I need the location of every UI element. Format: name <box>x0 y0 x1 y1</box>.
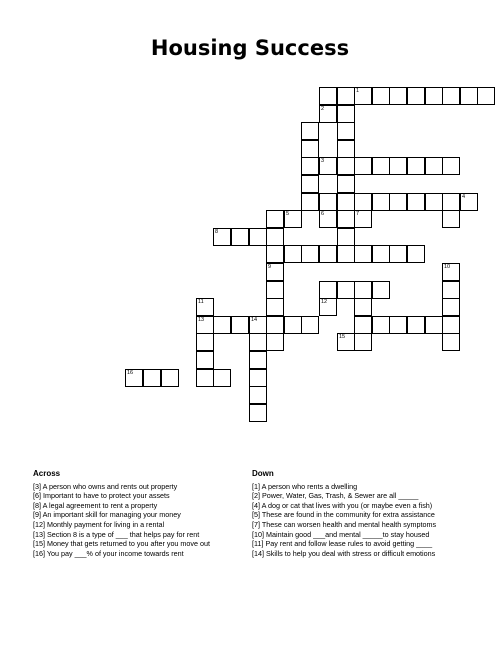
grid-cell[interactable] <box>319 281 337 299</box>
grid-cell[interactable] <box>196 369 214 387</box>
grid-cell[interactable] <box>319 87 337 105</box>
clue-number: 16 <box>127 370 134 376</box>
grid-cell[interactable] <box>354 333 372 351</box>
grid-cell[interactable] <box>337 105 355 123</box>
grid-cell[interactable] <box>266 245 284 263</box>
across-clue: [9] An important skill for managing your money <box>33 510 181 520</box>
grid-cell[interactable] <box>442 281 460 299</box>
grid-cell[interactable] <box>442 210 460 228</box>
grid-cell[interactable] <box>442 298 460 316</box>
grid-cell[interactable] <box>301 175 319 193</box>
clue-number: 5 <box>286 211 290 217</box>
down-clue: [10] Maintain good ___and mental _____to stay housed <box>252 529 430 539</box>
grid-cell[interactable] <box>301 122 319 140</box>
grid-cell[interactable] <box>442 157 460 175</box>
grid-cell[interactable] <box>407 245 425 263</box>
grid-cell[interactable] <box>231 228 249 246</box>
grid-cell[interactable] <box>389 87 407 105</box>
grid-cell[interactable] <box>407 193 425 211</box>
across-clue: [16] You pay ___% of your income towards rent <box>33 548 184 558</box>
grid-cell[interactable] <box>460 87 478 105</box>
grid-cell[interactable] <box>354 245 372 263</box>
grid-cell[interactable] <box>301 316 319 334</box>
grid-cell[interactable] <box>249 333 267 351</box>
grid-cell[interactable] <box>442 333 460 351</box>
grid-cell[interactable] <box>319 298 337 316</box>
grid-cell[interactable] <box>477 87 495 105</box>
grid-cell[interactable] <box>354 281 372 299</box>
grid-cell[interactable] <box>407 157 425 175</box>
grid-cell[interactable] <box>231 316 249 334</box>
grid-cell[interactable] <box>266 333 284 351</box>
down-clue: [5] These are found in the community for extra assistance <box>252 510 435 520</box>
grid-cell[interactable] <box>319 193 337 211</box>
grid-cell[interactable] <box>266 281 284 299</box>
down-clue: [2] Power, Water, Gas, Trash, & Sewer are all _____ <box>252 491 419 501</box>
clue-number: 9 <box>268 264 272 270</box>
grid-cell[interactable] <box>372 281 390 299</box>
grid-cell[interactable] <box>266 210 284 228</box>
grid-cell[interactable] <box>337 193 355 211</box>
grid-cell[interactable] <box>389 316 407 334</box>
grid-cell[interactable] <box>354 316 372 334</box>
across-heading: Across <box>33 469 61 478</box>
across-clue: [12] Monthly payment for living in a rental <box>33 519 165 529</box>
across-clue: [8] A legal agreement to rent a property <box>33 500 158 510</box>
across-clues <box>33 469 248 558</box>
grid-cell[interactable] <box>337 175 355 193</box>
grid-cell[interactable] <box>249 316 267 334</box>
grid-cell[interactable] <box>442 316 460 334</box>
clue-number: 14 <box>251 317 258 323</box>
grid-cell[interactable] <box>354 87 372 105</box>
grid-cell[interactable] <box>425 193 443 211</box>
grid-cell[interactable] <box>284 245 302 263</box>
down-clue: [11] Pay rent and follow lease rules to avoid getting ____ <box>252 539 433 549</box>
grid-cell[interactable] <box>249 386 267 404</box>
clue-number: 11 <box>198 299 204 305</box>
grid-cell[interactable] <box>389 245 407 263</box>
grid-cell[interactable] <box>284 316 302 334</box>
grid-cell[interactable] <box>337 122 355 140</box>
grid-cell[interactable] <box>337 140 355 158</box>
grid-cell[interactable] <box>196 351 214 369</box>
clue-number: 1 <box>356 88 360 94</box>
grid-cell[interactable] <box>389 157 407 175</box>
grid-cell[interactable] <box>266 228 284 246</box>
grid-cell[interactable] <box>354 210 372 228</box>
down-clue: [7] These can worsen health and mental health symptoms <box>252 519 437 529</box>
grid-cell[interactable] <box>372 87 390 105</box>
grid-cell[interactable] <box>301 193 319 211</box>
grid-cell[interactable] <box>337 333 355 351</box>
down-clue: [14] Skills to help you deal with stress or difficult emotions <box>252 548 436 558</box>
grid-cell[interactable] <box>337 210 355 228</box>
grid-cell[interactable] <box>249 404 267 422</box>
clue-number: 12 <box>321 299 328 305</box>
grid-cell[interactable] <box>442 193 460 211</box>
grid-cell[interactable] <box>266 298 284 316</box>
down-clue: [1] A person who rents a dwelling <box>252 481 358 491</box>
grid-cell[interactable] <box>143 369 161 387</box>
grid-cell[interactable] <box>372 316 390 334</box>
grid-cell[interactable] <box>442 87 460 105</box>
grid-cell[interactable] <box>284 210 302 228</box>
grid-cell[interactable] <box>337 228 355 246</box>
clue-number: 6 <box>321 211 325 217</box>
grid-cell[interactable] <box>337 245 355 263</box>
across-clue: [13] Section 8 is a type of ___ that helps pay for rent <box>33 529 200 539</box>
grid-cell[interactable] <box>354 157 372 175</box>
clue-number: 10 <box>444 264 451 270</box>
grid-cell[interactable] <box>125 369 143 387</box>
grid-cell[interactable] <box>354 193 372 211</box>
across-clue: [6] Important to have to protect your assets <box>33 491 170 501</box>
puzzle-title: Housing Success <box>150 36 350 60</box>
grid-cell[interactable] <box>425 87 443 105</box>
down-heading: Down <box>252 469 274 478</box>
clue-number: 3 <box>321 158 325 164</box>
clue-number: 4 <box>462 194 466 200</box>
down-clue: [4] A dog or cat that lives with you (or maybe even a fish) <box>252 500 433 510</box>
grid-cell[interactable] <box>213 228 231 246</box>
grid-cell[interactable] <box>425 157 443 175</box>
across-clue: [15] Money that gets returned to you after you move out <box>33 539 210 549</box>
grid-cell[interactable] <box>407 316 425 334</box>
grid-cell[interactable] <box>337 281 355 299</box>
grid-cell[interactable] <box>319 210 337 228</box>
grid-cell[interactable] <box>213 369 231 387</box>
grid-cell[interactable] <box>196 316 214 334</box>
clue-number: 8 <box>215 229 219 235</box>
grid-cell[interactable] <box>442 263 460 281</box>
grid-cell[interactable] <box>196 298 214 316</box>
clue-number: 2 <box>321 106 325 112</box>
grid-cell[interactable] <box>319 157 337 175</box>
grid-cell[interactable] <box>337 87 355 105</box>
grid-cell[interactable] <box>249 228 267 246</box>
grid-cell[interactable] <box>372 245 390 263</box>
clue-number: 15 <box>339 334 346 340</box>
grid-cell[interactable] <box>301 140 319 158</box>
grid-cell[interactable] <box>372 193 390 211</box>
grid-cell[interactable] <box>389 193 407 211</box>
down-clues <box>252 469 492 558</box>
grid-cell[interactable] <box>266 263 284 281</box>
grid-cell[interactable] <box>196 333 214 351</box>
grid-cell[interactable] <box>249 369 267 387</box>
grid-cell[interactable] <box>301 157 319 175</box>
grid-cell[interactable] <box>301 245 319 263</box>
grid-cell[interactable] <box>249 351 267 369</box>
clue-number: 7 <box>356 211 360 217</box>
grid-cell[interactable] <box>372 157 390 175</box>
grid-cell[interactable] <box>213 316 231 334</box>
grid-cell[interactable] <box>460 193 478 211</box>
grid-cell[interactable] <box>337 157 355 175</box>
clue-number: 13 <box>198 317 205 323</box>
grid-cell[interactable] <box>425 316 443 334</box>
grid-cell[interactable] <box>161 369 179 387</box>
grid-cell[interactable] <box>319 105 337 123</box>
grid-cell[interactable] <box>266 316 284 334</box>
grid-cell[interactable] <box>407 87 425 105</box>
across-clue: [3] A person who owns and rents out property <box>33 481 178 491</box>
grid-cell[interactable] <box>319 245 337 263</box>
grid-cell[interactable] <box>354 298 372 316</box>
